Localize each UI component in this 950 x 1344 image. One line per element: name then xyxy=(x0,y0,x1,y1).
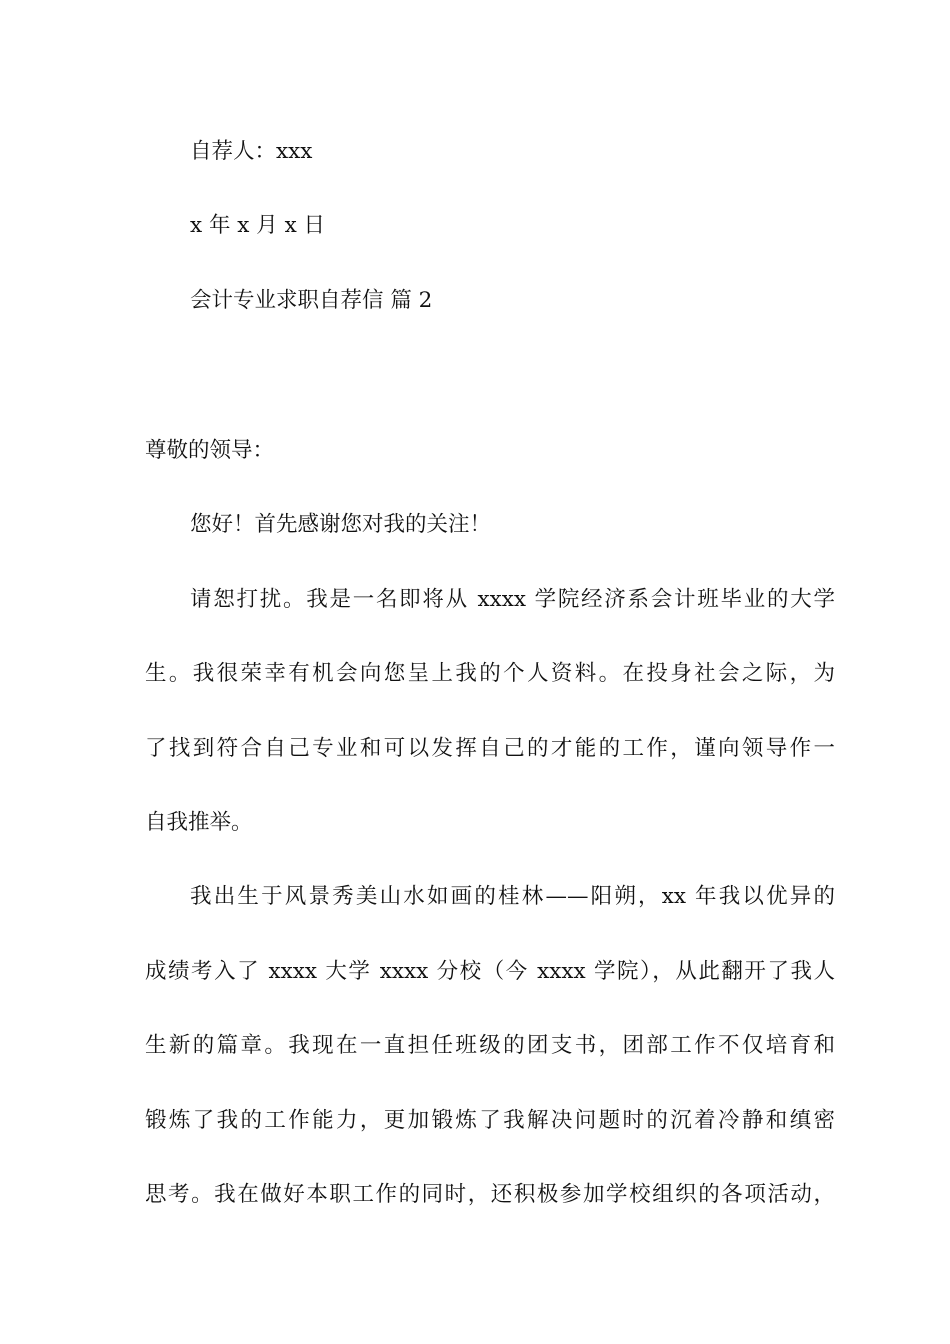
paragraph-line: 请恕打扰。我是一名即将从 xxxx 学院经济系会计班毕业的大学 xyxy=(190,587,835,612)
paragraph-line: 生新的篇章。我现在一直担任班级的团支书，团部工作不仅培育和 xyxy=(145,1033,835,1058)
paragraph-line: 生。我很荣幸有机会向您呈上我的个人资料。在投身社会之际，为 xyxy=(145,661,835,686)
paragraph-line: 我出生于风景秀美山水如画的桂林——阳朔，xx 年我以优异的 xyxy=(190,884,835,909)
greeting: 您好！首先感谢您对我的关注！ xyxy=(190,512,492,537)
signature: 自荐人：xxx xyxy=(190,139,313,164)
paragraph-line: 思考。我在做好本职工作的同时，还积极参加学校组织的各项活动， xyxy=(145,1182,835,1207)
date: x 年 x 月 x 日 xyxy=(190,213,326,238)
paragraph-line: 了找到符合自己专业和可以发挥自己的才能的工作，谨向领导作一 xyxy=(145,736,835,761)
paragraph-line: 自我推举。 xyxy=(145,810,253,835)
section-title: 会计专业求职自荐信 篇 2 xyxy=(190,288,433,313)
paragraph-line: 锻炼了我的工作能力，更加锻炼了我解决问题时的沉着冷静和缜密 xyxy=(145,1108,835,1133)
salutation: 尊敬的领导： xyxy=(145,438,275,463)
paragraph-line: 成绩考入了 xxxx 大学 xxxx 分校（今 xxxx 学院），从此翻开了我人 xyxy=(145,959,835,984)
